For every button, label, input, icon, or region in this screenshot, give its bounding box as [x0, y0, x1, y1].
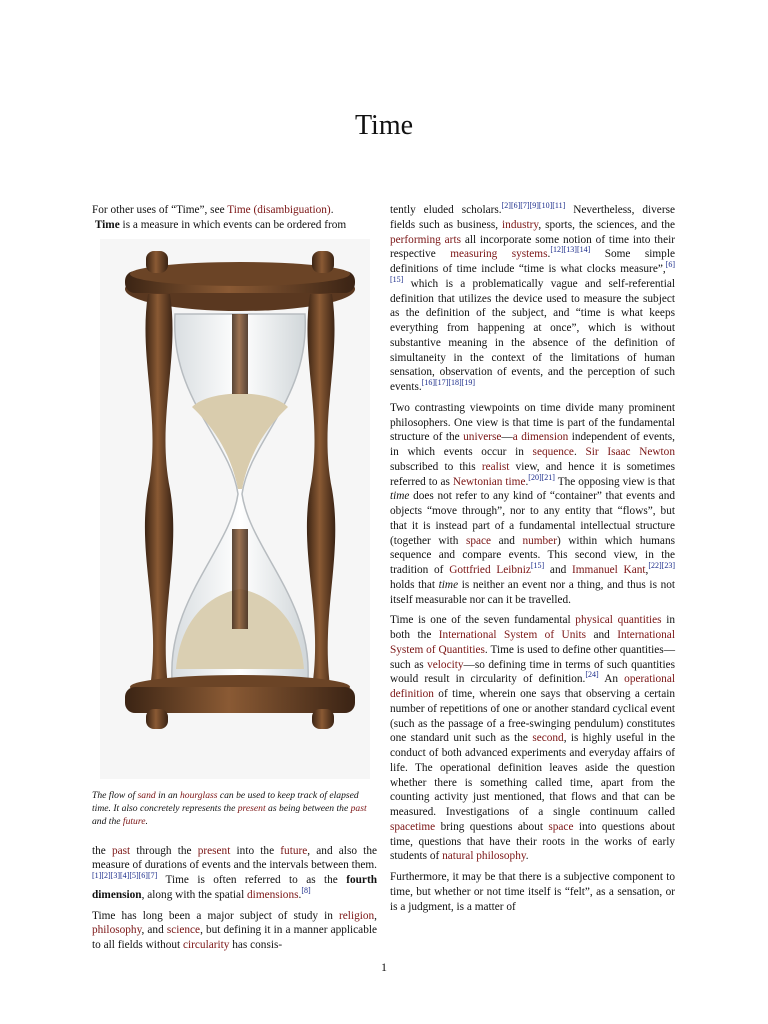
- citation-link[interactable]: [15]: [530, 561, 545, 571]
- text-run: and the: [92, 815, 123, 827]
- text-run: Two contrasting viewpoints on time divide many prominent philosophers. One view is that time is part of the fundamental structure of the: [390, 401, 675, 444]
- text-run: and: [586, 629, 618, 641]
- inline-link[interactable]: space: [465, 534, 492, 547]
- text-run: into the: [230, 844, 281, 857]
- text-run: , sports, the sciences, and the: [538, 218, 675, 231]
- text-run: has consis-: [229, 939, 283, 951]
- text-run: can be used to keep track of elapsed time. It also concretely represents the: [92, 789, 359, 814]
- inline-link[interactable]: performing arts: [390, 233, 461, 246]
- text-run: Time is often referred to as the: [157, 874, 347, 886]
- text-run: holds that: [390, 578, 439, 591]
- inline-link[interactable]: spacetime: [390, 820, 436, 833]
- text-run: does not refer to any kind of “container” that events and objects “move through”, nor to any entity that “flows”, but that it is instead part of a fundamental intellectual structure (together with: [390, 490, 675, 547]
- citation-link[interactable]: [8]: [301, 885, 311, 895]
- citation-link[interactable]: [22][23]: [648, 561, 675, 571]
- paragraph: [390, 613, 675, 864]
- paragraph: [390, 203, 675, 395]
- text-run: The flow of: [92, 789, 138, 801]
- citation-link[interactable]: [12][13][14]: [550, 245, 591, 255]
- text-run: which is a problematically vague and self-referential definition that utilizes the device used to measure the subject as the definition of the subject, and “time is what keeps everything from happening at once”, which is without substantive meaning in the absence of the definition of simultaneity in the context of the limitations of human sensation, observation of events, and the perception of such events.: [390, 277, 675, 393]
- disambiguation-text: For other uses of “Time”, see: [92, 204, 228, 216]
- inline-link[interactable]: religion: [339, 909, 375, 922]
- text-run: all incorporate some notion of time into their respective: [390, 233, 675, 261]
- text-run: —so defining time in terms of such quantities would result in circularity of definition.: [390, 658, 675, 686]
- text-run: ,: [374, 909, 377, 922]
- text-run: . Time is used to define other quantities—such as: [390, 643, 675, 671]
- paragraph: [92, 844, 377, 903]
- inline-link[interactable]: operational definition: [390, 673, 675, 700]
- text-run: independent of events, in which events occur in: [390, 431, 675, 458]
- text-run: ) within which humans sequence and compare events. This second view, in the tradition of: [390, 534, 675, 576]
- inline-link[interactable]: philosophy: [92, 924, 142, 937]
- text-run: and: [491, 534, 523, 547]
- inline-link[interactable]: present: [197, 844, 231, 857]
- inline-link[interactable]: second: [532, 732, 564, 745]
- citation-link[interactable]: [24]: [585, 670, 599, 680]
- inline-link[interactable]: sand: [137, 789, 156, 801]
- inline-link[interactable]: International System of Quantities: [390, 629, 675, 656]
- text-run: Time is one of the seven fundamental: [390, 614, 576, 627]
- text-run: , is highly useful in the conduct of both advanced experiments and everyday affairs of life. The operational definition leaves aside the question whether there is something called time, apart from the counting activity just mentioned, that flows and that can be measured. Investigations of a single continuum called: [390, 732, 675, 818]
- inline-link[interactable]: sequence: [532, 446, 574, 458]
- text-run: , but defining it in a manner applicable to all fields without: [92, 924, 377, 951]
- italic-term: time: [390, 490, 410, 503]
- text-run: subscribed to this: [390, 460, 482, 473]
- inline-link[interactable]: number: [522, 534, 557, 547]
- text-run: Some simple definitions of time include “time is what clocks measure”,: [390, 248, 675, 275]
- right-paragraphs: [390, 203, 675, 914]
- inline-link[interactable]: Sir Isaac Newton: [585, 446, 675, 458]
- inline-link[interactable]: velocity: [427, 658, 464, 671]
- inline-link[interactable]: future: [280, 844, 308, 857]
- text-run: view, and hence it is sometimes referred to as: [390, 460, 676, 488]
- inline-link[interactable]: Gottfried Leibniz: [449, 564, 531, 576]
- intro-text: is a measure in which events can be ordered from: [119, 218, 347, 231]
- inline-link[interactable]: future: [122, 815, 146, 827]
- text-run: the: [92, 844, 112, 857]
- text-run: An: [598, 673, 625, 686]
- left-column: [92, 203, 377, 959]
- text-run: .: [525, 475, 529, 488]
- text-run: .: [145, 815, 148, 827]
- text-run: in an: [155, 789, 180, 801]
- inline-link[interactable]: natural philosophy: [442, 850, 526, 863]
- hourglass-image: [100, 239, 370, 779]
- text-run: into questions about time, questions that have their roots in the works of early students of: [390, 820, 675, 863]
- intro-bold-term: Time: [94, 218, 120, 231]
- text-run: Furthermore, it may be that there is a subjective component to time, but whether or not time itself is “felt”, as a sensation, or is a judgment, is a matter of: [390, 871, 675, 913]
- text-run: in both the: [390, 614, 675, 641]
- citation-link[interactable]: [16][17][18][19]: [421, 378, 475, 388]
- inline-link[interactable]: space: [548, 820, 574, 833]
- text-run: Nevertheless, diverse fields such as business,: [390, 204, 675, 231]
- bold-term: fourth dimension: [92, 874, 377, 901]
- text-run: and: [544, 564, 572, 576]
- inline-link[interactable]: past: [112, 844, 131, 857]
- text-run: ,: [645, 564, 649, 576]
- text-run: through the: [130, 844, 198, 857]
- text-run: .: [298, 888, 302, 901]
- citation-link[interactable]: [2][6][7][9][10][11]: [501, 201, 566, 211]
- inline-link[interactable]: science: [166, 924, 201, 937]
- text-run: bring questions about: [435, 820, 549, 833]
- text-run: as being between the: [265, 802, 351, 814]
- paragraph: [390, 401, 675, 608]
- inline-link[interactable]: a dimension: [512, 431, 569, 444]
- inline-link[interactable]: measuring systems: [450, 248, 548, 261]
- right-column: [390, 203, 675, 920]
- text-run: , and: [141, 924, 167, 937]
- inline-link[interactable]: universe: [463, 431, 502, 444]
- page-number: 1: [381, 960, 387, 974]
- figure-caption: [92, 789, 377, 828]
- italic-term: time: [438, 578, 459, 591]
- citation-link[interactable]: [20][21]: [528, 472, 555, 482]
- disambiguation-end: .: [330, 204, 334, 216]
- inline-link[interactable]: Immanuel Kant: [572, 564, 646, 576]
- disambiguation-note: [92, 203, 377, 218]
- inline-link[interactable]: International System of Units: [438, 629, 587, 641]
- inline-link[interactable]: hourglass: [179, 789, 218, 801]
- disambiguation-link[interactable]: Time (disambiguation): [227, 204, 331, 216]
- text-run: of time, wherein one says that observing a certain number of repetitions of one or another standard cyclical event (such as the passage of a free-swinging pendulum) constitutes one standard unit such as the: [390, 688, 675, 745]
- text-run: .: [573, 446, 586, 458]
- paragraph: [390, 870, 675, 914]
- text-run: Time has long been a major subject of study in: [92, 909, 340, 922]
- text-run: is neither an event nor a thing, and thus is not itself measurable nor can it be travelled.: [390, 578, 675, 606]
- text-run: —: [501, 431, 513, 444]
- text-run: The opposing view is that: [554, 475, 675, 488]
- inline-link[interactable]: dimensions: [247, 888, 299, 901]
- citation-link[interactable]: [1][2][3][4][5][6][7]: [92, 871, 158, 881]
- inline-link[interactable]: present: [237, 802, 266, 814]
- inline-link[interactable]: realist: [481, 460, 510, 473]
- left-paragraphs: [92, 844, 377, 953]
- intro-sentence: [92, 218, 377, 233]
- inline-link[interactable]: past: [350, 802, 367, 814]
- inline-link[interactable]: circularity: [183, 939, 230, 951]
- inline-link[interactable]: industry: [502, 218, 539, 231]
- hourglass-icon: [100, 239, 370, 779]
- citation-link[interactable]: [6][15]: [390, 260, 675, 284]
- paragraph: [92, 909, 377, 953]
- text-run: , along with the spatial: [141, 888, 248, 901]
- inline-link[interactable]: Newtonian time: [452, 475, 526, 488]
- text-run: .: [547, 248, 551, 261]
- text-run: , and also the measure of durations of events and the intervals between them.: [92, 844, 377, 872]
- text-run: tently eluded scholars.: [390, 204, 502, 216]
- page-title: Time: [354, 110, 414, 141]
- text-run: .: [525, 850, 529, 863]
- inline-link[interactable]: physical quantities: [575, 614, 662, 627]
